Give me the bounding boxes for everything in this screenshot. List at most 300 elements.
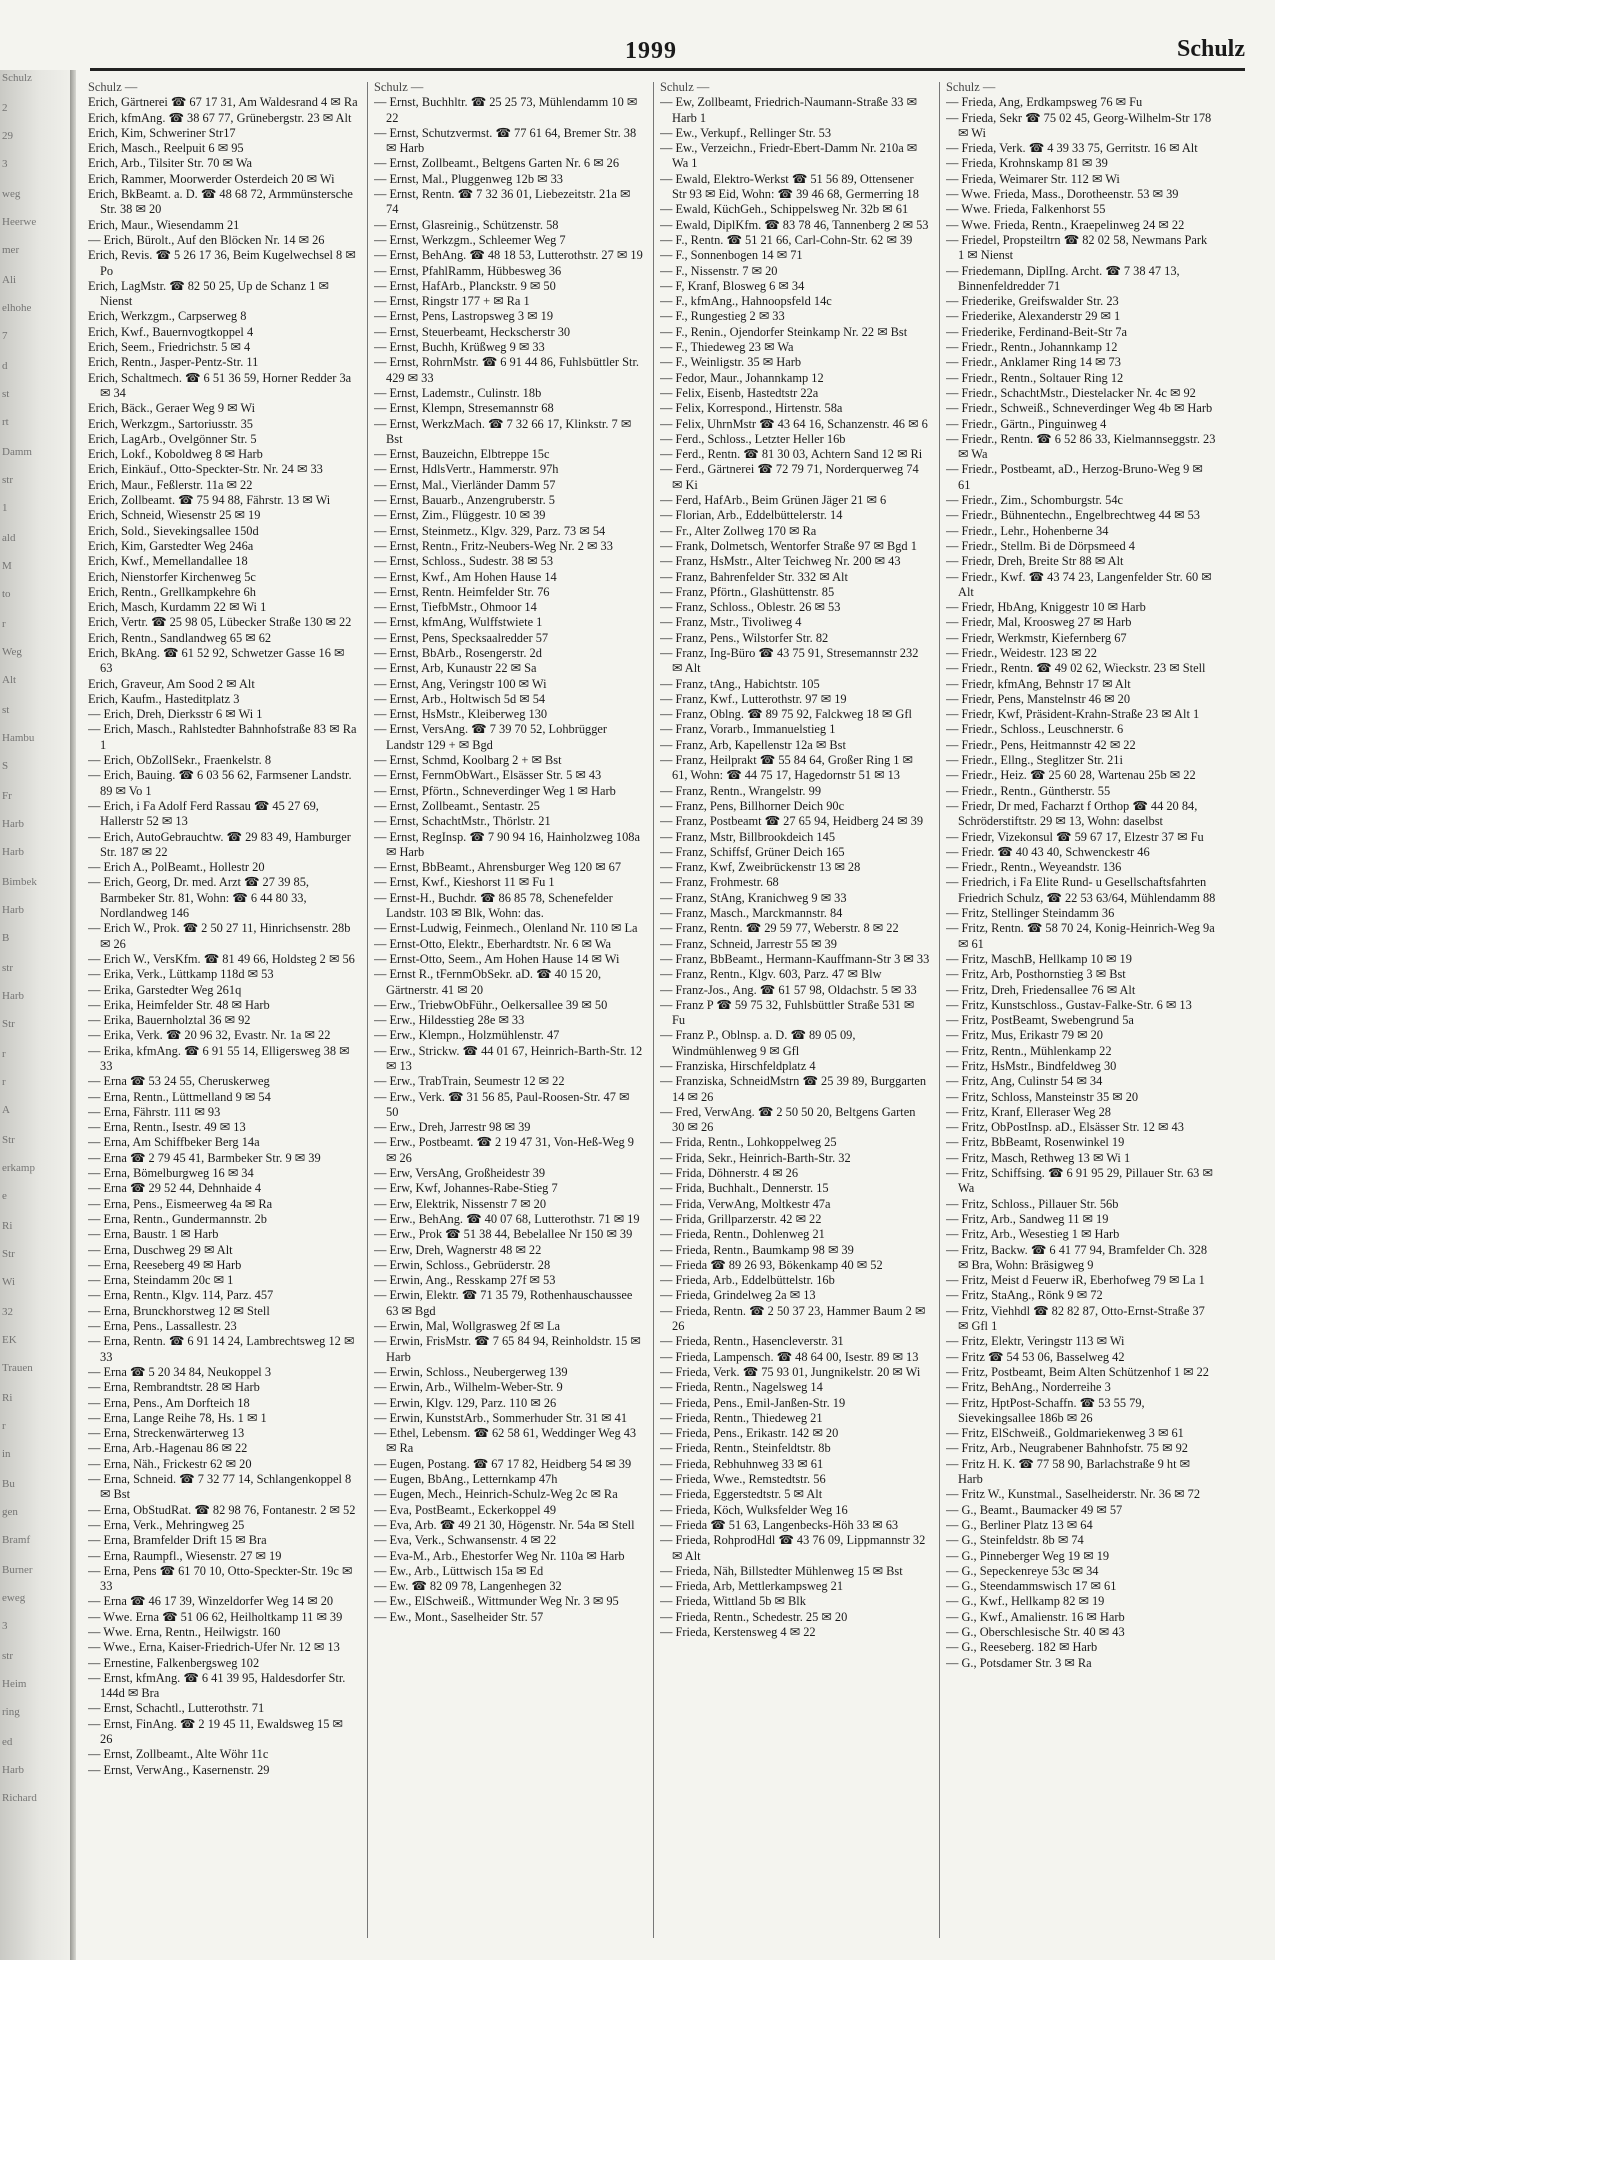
directory-entry: — Ferd., Gärtnerei ☎ 72 79 71, Norderquerweg 74 ✉ Ki xyxy=(660,462,919,492)
directory-entry: Erich, Bäck., Geraer Weg 9 ✉ Wi xyxy=(88,401,256,416)
previous-page-fragment: Bramf xyxy=(2,1534,31,1546)
directory-entry: — Fritz, Viehhdl ☎ 82 82 87, Otto-Ernst-Straße 37 ✉ Gfl 1 xyxy=(946,1303,1205,1334)
directory-entry: — Fritz W., Kunstmal., Saselheiderstr. Nr. 36 ✉ 72 xyxy=(946,1487,1201,1502)
directory-entry: — Erna, Rentn. ☎ 6 91 14 24, Lambrechtsweg 12 ✉ 33 xyxy=(88,1334,355,1364)
directory-entry: — Frida, Sekr., Heinrich-Barth-Str. 32 xyxy=(660,1150,851,1165)
directory-entry: — Franz, Pförtn., Glashüttenstr. 85 xyxy=(660,584,835,599)
directory-entry: — Friedr., Rentn. ☎ 49 02 62, Wieckstr. 23 ✉ Stell xyxy=(946,661,1206,676)
directory-entry: — Fritz ☎ 54 53 06, Basselweg 42 xyxy=(946,1349,1125,1364)
directory-entry: Erich, Einkäuf., Otto-Speckter-Str. Nr. 24 ✉ 33 xyxy=(88,462,323,477)
directory-entry: — F., Thiedeweg 23 ✉ Wa xyxy=(660,340,794,355)
directory-entry: — Frieda, Rebhuhnweg 33 ✉ 61 xyxy=(660,1456,824,1471)
directory-entry: — Friedr., Ellng., Steglitzer Str. 21i xyxy=(946,753,1123,768)
previous-page-fragment: Hambu xyxy=(2,732,35,744)
directory-entry: — Ew., Verkupf., Rellinger Str. 53 xyxy=(660,125,832,140)
directory-entry: — Franz, StAng, Kranichweg 9 ✉ 33 xyxy=(660,890,847,905)
directory-entry: — Franz, Schneid, Jarrestr 55 ✉ 39 xyxy=(660,936,837,951)
directory-entry: — Ernst, Buchh, Krüßweg 9 ✉ 33 xyxy=(374,340,545,355)
directory-entry: — Friedr., Kwf. ☎ 43 74 23, Langenfelder Str. 60 ✉ Alt xyxy=(946,569,1212,599)
directory-entry: — Frieda, Wittland 5b ✉ Blk xyxy=(660,1594,806,1609)
column-divider xyxy=(939,82,940,1938)
directory-entry: — Erna ☎ 2 79 45 41, Barmbeker Str. 9 ✉ 39 xyxy=(88,1150,321,1165)
directory-entry: — Ernst, Mal., Pluggenweg 12b ✉ 33 xyxy=(374,171,563,186)
previous-page-fragment: r xyxy=(2,1420,6,1432)
directory-entry: — Erich, i Fa Adolf Ferd Rassau ☎ 45 27 69, Hallerstr 52 ✉ 13 xyxy=(88,798,319,829)
directory-entry: — G., Oberschlesische Str. 40 ✉ 43 xyxy=(946,1624,1125,1639)
directory-entry: — Franz, Heilprakt ☎ 55 84 64, Großer Ring 1 ✉ 61, Wohn: ☎ 44 75 17, Hagedornstr 51 ✉ 13 xyxy=(660,753,913,783)
directory-entry: — Franziska, SchneidMstrn ☎ 25 39 89, Burggarten 14 ✉ 26 xyxy=(660,1074,927,1104)
directory-entry: — Fritz, Backw. ☎ 6 41 77 94, Bramfelder Ch. 328 ✉ Bra, Wohn: Bräsigweg 9 xyxy=(946,1242,1208,1272)
directory-entry: — Fritz, Masch, Rethweg 13 ✉ Wi 1 xyxy=(946,1150,1131,1165)
directory-entry: Erich, Kim, Garstedter Weg 246a xyxy=(88,538,254,553)
directory-entry: — Erika, kfmAng. ☎ 6 91 55 14, Elligersweg 38 ✉ 33 xyxy=(88,1043,350,1073)
directory-entry: — Friedr, Dreh, Breite Str 88 ✉ Alt xyxy=(946,554,1124,569)
directory-entry: — Fritz, PostBeamt, Swebengrund 5a xyxy=(946,1013,1134,1028)
directory-entry: — Erna, Steindamm 20c ✉ 1 xyxy=(88,1273,234,1288)
directory-entry: — Ernst, Rentn., Fritz-Neubers-Weg Nr. 2 ✉ 33 xyxy=(374,538,613,553)
directory-entry: — Erika, Heimfelder Str. 48 ✉ Harb xyxy=(88,997,270,1012)
directory-entry: — Franz, Ing-Büro ☎ 43 75 91, Stresemannstr 232 ✉ Alt xyxy=(660,645,919,676)
previous-page-fragment: Alt xyxy=(2,674,17,686)
directory-entry: — Ew., Arb., Lüttwisch 15a ✉ Ed xyxy=(374,1563,544,1578)
column-heading: Schulz — xyxy=(946,80,996,94)
directory-entry: — Ernst, Schloss., Sudestr. 38 ✉ 53 xyxy=(374,554,554,569)
directory-entry: — Erna, Raumpfl., Wiesenstr. 27 ✉ 19 xyxy=(88,1548,282,1563)
directory-entry: — Frieda, Weimarer Str. 112 ✉ Wi xyxy=(946,171,1120,186)
directory-entry: — Ernst, Steinmetz., Klgv. 329, Parz. 73 ✉ 54 xyxy=(374,523,606,538)
previous-page-fragment: r xyxy=(2,618,6,630)
directory-entry: Erich, Kwf., Bauernvogtkoppel 4 xyxy=(88,324,254,339)
directory-column-1 xyxy=(88,80,358,1940)
directory-entry: — Wwe., Erna, Kaiser-Friedrich-Ufer Nr. 12 ✉ 13 xyxy=(88,1640,340,1655)
directory-entry: — Frida, Buchhalt., Dennerstr. 15 xyxy=(660,1181,829,1196)
directory-entry: — Fritz, Dreh, Friedensallee 76 ✉ Alt xyxy=(946,982,1136,997)
directory-entry: — Franz, HsMstr., Alter Teichweg Nr. 200 ✉ 43 xyxy=(660,554,901,569)
directory-entry: Erich, Kaufm., Hasteditplatz 3 xyxy=(88,691,240,706)
previous-page-fragment: eweg xyxy=(2,1592,26,1604)
directory-entry: — Ernst, Klempn, Stresemannstr 68 xyxy=(374,401,554,416)
directory-entry: — Ernst, SchachtMstr., Thörlstr. 21 xyxy=(374,814,551,829)
directory-entry: Erich, Vertr. ☎ 25 98 05, Lübecker Straße 130 ✉ 22 xyxy=(88,615,352,630)
directory-entry: Erich, LagMstr. ☎ 82 50 25, Up de Schanz 1 ✉ Nienst xyxy=(88,278,329,309)
directory-entry: — Erna, Bömelburgweg 16 ✉ 34 xyxy=(88,1166,254,1181)
directory-entry: — Eva-M., Arb., Ehestorfer Weg Nr. 110a ✉ Harb xyxy=(374,1548,625,1563)
directory-entry: — Ernst, Schutzvermst. ☎ 77 61 64, Bremer Str. 38 ✉ Harb xyxy=(374,125,637,156)
previous-page-fragment: Ali xyxy=(2,274,17,286)
directory-entry: — Ernst R., tFernmObSekr. aD. ☎ 40 15 20, Gärtnerstr. 41 ✉ 20 xyxy=(374,967,602,997)
column-divider xyxy=(653,82,654,1938)
previous-page-fragment: Str xyxy=(2,1134,15,1146)
directory-entry: — Ernst, Pens, Specksaalredder 57 xyxy=(374,630,549,645)
directory-entry: — Ernst, Arb, Kunaustr 22 ✉ Sa xyxy=(374,661,537,676)
directory-entry: — Fritz, Schloss., Pillauer Str. 56b xyxy=(946,1196,1119,1211)
directory-entry: — Felix, Eisenb, Hastedtstr 22a xyxy=(660,385,819,400)
directory-entry: — Erna, Streckenwärterweg 13 xyxy=(88,1426,245,1441)
directory-entry: — Erwin, Ang., Resskamp 27f ✉ 53 xyxy=(374,1273,556,1288)
directory-entry: — Friedr, Dr med, Facharzt f Orthop ☎ 44 20 84, Schröderstiftstr. 29 ✉ 13, Wohn: daselbst xyxy=(946,798,1198,829)
directory-entry: — Erna, Brunckhorstweg 12 ✉ Stell xyxy=(88,1303,270,1318)
directory-entry: — Friedr, Mal, Kroosweg 27 ✉ Harb xyxy=(946,615,1132,630)
directory-entry: — Erna, Bramfelder Drift 15 ✉ Bra xyxy=(88,1533,267,1548)
directory-entry: Erich, LagArb., Ovelgönner Str. 5 xyxy=(88,431,257,446)
directory-entry: — Erich, Masch., Rahlstedter Bahnhofstraße 83 ✉ Ra 1 xyxy=(88,722,357,752)
directory-entry: — F., Rungestieg 2 ✉ 33 xyxy=(660,309,785,324)
directory-entry: — Erw., Dreh, Jarrestr 98 ✉ 39 xyxy=(374,1120,531,1135)
directory-entry: Erich, Schaltmech. ☎ 6 51 36 59, Horner Redder 3a ✉ 34 xyxy=(88,370,352,400)
previous-page-fragment: weg xyxy=(2,188,21,200)
directory-entry: — Franz, Mstr., Tivoliweg 4 xyxy=(660,615,802,630)
directory-entry: — Erw., BehAng. ☎ 40 07 68, Lutterothstr. 71 ✉ 19 xyxy=(374,1211,640,1226)
directory-entry: — Frieda, RohprodHdl ☎ 43 76 09, Lippmannstr 32 ✉ Alt xyxy=(660,1533,926,1563)
directory-entry: — Friedr., Heiz. ☎ 25 60 28, Wartenau 25b ✉ 22 xyxy=(946,768,1196,783)
directory-entry: — Franz, Bahrenfelder Str. 332 ✉ Alt xyxy=(660,569,848,584)
previous-page-fragment: Weg xyxy=(2,646,22,658)
directory-entry: — Friedr., Pens, Heitmannstr 42 ✉ 22 xyxy=(946,737,1136,752)
directory-entry: — G., Sepeckenreye 53c ✉ 34 xyxy=(946,1563,1099,1578)
previous-page-fragment: Harb xyxy=(2,904,24,916)
directory-entry: — Erich A., PolBeamt., Hollestr 20 xyxy=(88,860,265,875)
directory-entry: Erich, Kim, Schweriner Str17 xyxy=(88,125,236,140)
directory-entry: — Erna, Pens., Am Dorfteich 18 xyxy=(88,1395,250,1410)
directory-entry: — Ernst, Mal., Vierländer Damm 57 xyxy=(374,477,556,492)
previous-page-fragment: S xyxy=(2,760,9,772)
directory-entry: — Frieda, Rentn., Thiedeweg 21 xyxy=(660,1410,823,1425)
directory-entry: — Ernst, Kwf., Am Hohen Hause 14 xyxy=(374,569,557,584)
directory-entry: — Fritz, Postbeamt, Beim Alten Schützenhof 1 ✉ 22 xyxy=(946,1364,1209,1379)
directory-entry: — Erwin, Mal, Wollgrasweg 2f ✉ La xyxy=(374,1319,561,1334)
directory-entry: — Ernst, Rentn. Heimfelder Str. 76 xyxy=(374,584,550,599)
directory-entry: Erich, BkAng. ☎ 61 52 92, Schwetzer Gasse 16 ✉ 63 xyxy=(88,645,345,676)
directory-entry: — Fritz, Meist d Feuerw iR, Eberhofweg 79 ✉ La 1 xyxy=(946,1273,1205,1288)
directory-entry: — Erna ☎ 5 20 34 84, Neukoppel 3 xyxy=(88,1364,272,1379)
directory-entry: — Ernst, BbArb., Rosengerstr. 2d xyxy=(374,645,542,660)
directory-entry: — Ernst, BbBeamt., Ahrensburger Weg 120 ✉ 67 xyxy=(374,860,622,875)
directory-entry: — Erich, Dreh, Dierksstr 6 ✉ Wi 1 xyxy=(88,707,263,722)
directory-entry: — Friedr., Bühnentechn., Engelbrechtweg 44 ✉ 53 xyxy=(946,508,1201,523)
directory-entry: — Erna, Rentn., Gundermannstr. 2b xyxy=(88,1211,267,1226)
directory-entry: — Frieda, Pens., Emil-Janßen-Str. 19 xyxy=(660,1395,846,1410)
directory-entry: — Felix, UhrnMstr ☎ 43 64 16, Schanzenstr. 46 ✉ 6 xyxy=(660,416,928,431)
previous-page-fragment: rt xyxy=(2,416,9,428)
directory-entry: — Wwe. Frieda, Mass., Dorotheenstr. 53 ✉ 39 xyxy=(946,187,1179,202)
page-header xyxy=(90,30,1255,68)
previous-page-fragment: Harb xyxy=(2,846,24,858)
directory-entry: — Ernst, FernmObWart., Elsässer Str. 5 ✉ 43 xyxy=(374,768,602,783)
directory-entry: — Fritz, Rentn. ☎ 58 70 24, Konig-Heinrich-Weg 9a ✉ 61 xyxy=(946,921,1215,951)
directory-entry: — Fritz, Schloss, Mansteinstr 35 ✉ 20 xyxy=(946,1089,1139,1104)
previous-page-fragment: Str xyxy=(2,1248,15,1260)
directory-entry: — Friedel, Propsteiltrn ☎ 82 02 58, Newmans Park 1 ✉ Nienst xyxy=(946,232,1208,263)
directory-entry: Erich, Graveur, Am Sood 2 ✉ Alt xyxy=(88,676,255,691)
directory-entry: — Ernst, Schachtl., Lutterothstr. 71 xyxy=(88,1701,265,1716)
directory-entry: — Frieda, Rentn., Nagelsweg 14 xyxy=(660,1380,823,1395)
previous-page-fragment: Damm xyxy=(2,446,32,458)
directory-entry: — Frida, Grillparzerstr. 42 ✉ 22 xyxy=(660,1211,822,1226)
directory-entry: Erich, Rentn., Sandlandweg 65 ✉ 62 xyxy=(88,630,272,645)
previous-page-fragment: ald xyxy=(2,532,16,544)
directory-entry: — Wwe. Frieda, Falkenhorst 55 xyxy=(946,202,1106,217)
directory-entry: — Erw., Klempn., Holzmühlenstr. 47 xyxy=(374,1028,560,1043)
directory-entry: — G., Reeseberg. 182 ✉ Harb xyxy=(946,1640,1098,1655)
directory-entry: — Ferd., Schloss., Letzter Heller 16b xyxy=(660,431,846,446)
directory-entry: — Franz, Arb, Kapellenstr 12a ✉ Bst xyxy=(660,737,846,752)
directory-entry: — Erika, Bauernholztal 36 ✉ 92 xyxy=(88,1013,251,1028)
directory-entry: — Ernst, Pens, Lastropsweg 3 ✉ 19 xyxy=(374,309,554,324)
previous-page-fragment: mer xyxy=(2,244,20,256)
directory-entry: — Franz, Kwf., Lutterothstr. 97 ✉ 19 xyxy=(660,691,847,706)
directory-entry: — Ernst-Otto, Elektr., Eberhardtstr. Nr. 6 ✉ Wa xyxy=(374,936,611,951)
previous-page-fragment: EK xyxy=(2,1334,17,1346)
directory-entry: — Ernst, Buchhltr. ☎ 25 25 73, Mühlendamm 10 ✉ 22 xyxy=(374,95,638,125)
directory-entry: — Fritz, Arb, Posthornstieg 3 ✉ Bst xyxy=(946,967,1126,982)
directory-entry: Erich, Seem., Friedrichstr. 5 ✉ 4 xyxy=(88,340,251,355)
column-heading: Schulz — xyxy=(660,80,710,94)
directory-entry: — Ewald, KüchGeh., Schippelsweg Nr. 32b ✉ 61 xyxy=(660,202,909,217)
directory-entry: Erich, Rentn., Jasper-Pentz-Str. 11 xyxy=(88,355,259,370)
page-gutter xyxy=(70,70,76,1960)
directory-entry: — Frieda ☎ 89 26 93, Bökenkamp 40 ✉ 52 xyxy=(660,1257,883,1272)
directory-entry: — Frieda, Lampensch. ☎ 48 64 00, Isestr. 89 ✉ 13 xyxy=(660,1349,919,1364)
previous-page-fragment: Bu xyxy=(2,1478,15,1490)
previous-page-fragment: e xyxy=(2,1190,7,1202)
directory-entry: — Frieda, Kerstensweg 4 ✉ 22 xyxy=(660,1624,816,1639)
directory-entry: — Ew., Mont., Saselheider Str. 57 xyxy=(374,1609,544,1624)
directory-entry: — Erna, Rembrandtstr. 28 ✉ Harb xyxy=(88,1380,260,1395)
directory-entry: — Friedr, HbAng, Kniggestr 10 ✉ Harb xyxy=(946,600,1146,615)
header-rule xyxy=(90,68,1245,71)
directory-entry: — Friedrich, i Fa Elite Rund- u Gesellschaftsfahrten Friedrich Schulz, ☎ 22 53 63/64, Mühlendamm 88 xyxy=(946,875,1216,905)
directory-entry: — Frieda, Rentn. ☎ 2 50 37 23, Hammer Baum 2 ✉ 26 xyxy=(660,1303,926,1334)
directory-entry: — Frieda, Pens., Erikastr. 142 ✉ 20 xyxy=(660,1426,839,1441)
directory-entry: — G., Steinfeldstr. 8b ✉ 74 xyxy=(946,1533,1084,1548)
directory-entry: — Erna, Rentn., Lüttmelland 9 ✉ 54 xyxy=(88,1089,271,1104)
directory-entry: — G., Potsdamer Str. 3 ✉ Ra xyxy=(946,1655,1092,1670)
directory-entry: — Friedr., SchachtMstr., Diestelacker Nr. 4c ✉ 92 xyxy=(946,385,1196,400)
directory-entry: — Eugen, Mech., Heinrich-Schulz-Weg 2c ✉ Ra xyxy=(374,1487,618,1502)
directory-entry: — Ernst, WerkzMach. ☎ 7 32 66 17, Klinkstr. 7 ✉ Bst xyxy=(374,416,632,446)
directory-entry: — Friedr, Kwf, Präsident-Krahn-Straße 23 ✉ Alt 1 xyxy=(946,707,1200,722)
previous-page-fragment: Trauen xyxy=(2,1362,33,1374)
column-heading: Schulz — xyxy=(374,80,424,94)
directory-entry: — Ernst, BehAng. ☎ 48 18 53, Lutterothstr. 27 ✉ 19 xyxy=(374,248,643,263)
directory-entry: — F., Weinligstr. 35 ✉ Harb xyxy=(660,355,802,370)
directory-entry: — Erna, Rentn., Klgv. 114, Parz. 457 xyxy=(88,1288,274,1303)
directory-entry: — Ernst, VerwAng., Kasernenstr. 29 xyxy=(88,1762,270,1777)
previous-page-fragment: Burner xyxy=(2,1564,33,1576)
directory-entry: — Friedr. ☎ 40 43 40, Schwenckestr 46 xyxy=(946,844,1150,859)
directory-entry: — G., Pinneberger Weg 19 ✉ 19 xyxy=(946,1548,1110,1563)
directory-entry: — Ernst, RohrnMstr. ☎ 6 91 44 86, Fuhlsbüttler Str. 429 ✉ 33 xyxy=(374,355,639,385)
previous-page-fragment: st xyxy=(2,704,10,716)
directory-entry: — Fritz, Ang, Culinstr 54 ✉ 34 xyxy=(946,1074,1103,1089)
directory-entry: — F, Kranf, Blosweg 6 ✉ 34 xyxy=(660,278,805,293)
directory-entry: — G., Kwf., Amalienstr. 16 ✉ Harb xyxy=(946,1609,1125,1624)
directory-entry: — Franz, Rentn. ☎ 29 59 77, Weberstr. 8 ✉ 22 xyxy=(660,921,899,936)
directory-entry: — Fritz, BbBeamt, Rosenwinkel 19 xyxy=(946,1135,1125,1150)
directory-column-3 xyxy=(660,80,930,1940)
directory-entry: — Frieda, Rentn., Steinfeldtstr. 8b xyxy=(660,1441,831,1456)
directory-entry: — Friedr., Weidestr. 123 ✉ 22 xyxy=(946,645,1097,660)
directory-entry: — Felix, Korrespond., Hirtenstr. 58a xyxy=(660,401,843,416)
directory-entry: — Erna, Verk., Mehringweg 25 xyxy=(88,1517,245,1532)
previous-page-fragment: r xyxy=(2,1076,6,1088)
directory-entry: Erich, Maur., Wiesendamm 21 xyxy=(88,217,240,232)
directory-entry: — Ernst, Lademstr., Culinstr. 18b xyxy=(374,385,542,400)
directory-entry: Erich, Rammer, Moorwerder Osterdeich 20 ✉ Wi xyxy=(88,171,335,186)
directory-entry: — Erwin, Klgv. 129, Parz. 110 ✉ 26 xyxy=(374,1395,557,1410)
directory-entry: Erich, Werkzgm., Sartoriusstr. 35 xyxy=(88,416,253,431)
previous-page-fragment: to xyxy=(2,588,11,600)
directory-entry: — Erw., Verk. ☎ 31 56 85, Paul-Roosen-Str. 47 ✉ 50 xyxy=(374,1089,630,1119)
directory-entry: — Frank, Dolmetsch, Wentorfer Straße 97 ✉ Bgd 1 xyxy=(660,538,917,553)
directory-entry: — Erna, Lange Reihe 78, Hs. 1 ✉ 1 xyxy=(88,1410,267,1425)
directory-entry: — Franz, Vorarb., Immanuelstieg 1 xyxy=(660,722,836,737)
directory-entry: Erich, Nienstorfer Kirchenweg 5c xyxy=(88,569,256,584)
directory-entry: Erich, Schneid, Wiesenstr 25 ✉ 19 xyxy=(88,508,261,523)
directory-entry: — Franz, Kwf, Zweibrückenstr 13 ✉ 28 xyxy=(660,860,861,875)
directory-entry: — Franz, Masch., Marckmannstr. 84 xyxy=(660,906,843,921)
directory-entry: — Ernst, Zollbeamt., Sentastr. 25 xyxy=(374,798,540,813)
directory-entry: — Ernst, kfmAng, Wulffstwiete 1 xyxy=(374,615,543,630)
directory-entry: — Friedr, kfmAng, Behnstr 17 ✉ Alt xyxy=(946,676,1131,691)
directory-entry: — Fritz, BehAng., Norderreihe 3 xyxy=(946,1380,1111,1395)
directory-entry: — Friedr., Zim., Schomburgstr. 54c xyxy=(946,493,1124,508)
directory-entry: — G., Berliner Platz 13 ✉ 64 xyxy=(946,1517,1093,1532)
directory-entry: — Fritz, Arb., Wesestieg 1 ✉ Harb xyxy=(946,1227,1120,1242)
directory-entry: — Frieda, Wwe., Remstedtstr. 56 xyxy=(660,1472,826,1487)
directory-entry: — Ewald, Elektro-Werkst ☎ 51 56 89, Ottensener Str 93 ✉ Eid, Wohn: ☎ 39 46 68, Germerring 18 xyxy=(660,171,919,202)
directory-entry: — Franz-Jos., Ang. ☎ 61 57 98, Oldachstr. 5 ✉ 33 xyxy=(660,982,917,997)
directory-entry: — Frida, Rentn., Lohkoppelweg 25 xyxy=(660,1135,837,1150)
directory-entry: — Erna, Fährstr. 111 ✉ 93 xyxy=(88,1104,221,1119)
directory-entry: — Ernestine, Falkenbergsweg 102 xyxy=(88,1655,260,1670)
directory-entry: — Friedr., Postbeamt, aD., Herzog-Bruno-Weg 9 ✉ 61 xyxy=(946,462,1203,492)
directory-entry: — Fr., Alter Zollweg 170 ✉ Ra xyxy=(660,523,817,538)
directory-entry: — Wwe. Erna ☎ 51 06 62, Heilholtkamp 11 ✉ 39 xyxy=(88,1609,343,1624)
directory-entry: — Friedemann, DiplIng. Archt. ☎ 7 38 47 13, Binnenfeldredder 71 xyxy=(946,263,1180,293)
directory-entry: — Friedr., Schweiß., Schneverdinger Weg 4b ✉ Harb xyxy=(946,401,1213,416)
directory-entry: Erich, Sold., Sievekingsallee 150d xyxy=(88,523,259,538)
directory-entry: — Friederike, Ferdinand-Beit-Str 7a xyxy=(946,324,1127,339)
directory-entry: — Erna, Baustr. 1 ✉ Harb xyxy=(88,1227,219,1242)
directory-entry: — Ernst, TiefbMstr., Ohmoor 14 xyxy=(374,600,537,615)
directory-entry: — Frieda, Arb, Mettlerkampsweg 21 xyxy=(660,1579,844,1594)
previous-page-fragment: in xyxy=(2,1448,11,1460)
previous-page-fragment: Richard xyxy=(2,1792,37,1804)
directory-entry: — Ernst, HafArb., Planckstr. 9 ✉ 50 xyxy=(374,278,556,293)
previous-page-fragment: 32 xyxy=(2,1306,13,1318)
directory-entry: — G., Steendammswisch 17 ✉ 61 xyxy=(946,1579,1117,1594)
directory-entry: — Frieda, Rentn., Hasencleverstr. 31 xyxy=(660,1334,844,1349)
directory-entry: — Frida, Döhnerstr. 4 ✉ 26 xyxy=(660,1166,799,1181)
directory-entry: — F., Renin., Ojendorfer Steinkamp Nr. 22 ✉ Bst xyxy=(660,324,908,339)
previous-page-fragment: str xyxy=(2,1650,13,1662)
directory-entry: — Erich, AutoGebrauchtw. ☎ 29 83 49, Hamburger Str. 187 ✉ 22 xyxy=(88,829,351,859)
directory-entry: — Fritz, ObPostInsp. aD., Elsässer Str. 12 ✉ 43 xyxy=(946,1120,1184,1135)
directory-columns xyxy=(88,80,1248,1940)
previous-page-fragment: Heim xyxy=(2,1678,27,1690)
directory-entry: — Ernst, HsMstr., Kleiberweg 130 xyxy=(374,707,548,722)
directory-entry: — Friedr., Lehr., Hohenberne 34 xyxy=(946,523,1109,538)
directory-entry: — Erna, Näh., Frickestr 62 ✉ 20 xyxy=(88,1456,252,1471)
directory-entry: — Erna ☎ 46 17 39, Winzeldorfer Weg 14 ✉ 20 xyxy=(88,1594,334,1609)
directory-entry: — Frieda, Rentn., Baumkamp 98 ✉ 39 xyxy=(660,1242,854,1257)
previous-page-fragment: d xyxy=(2,360,8,372)
previous-page-fragment: Harb xyxy=(2,1764,24,1776)
directory-entry: — Ernst, Glasreinig., Schützenstr. 58 xyxy=(374,217,559,232)
directory-entry: — Erwin, Schloss., Gebrüderstr. 28 xyxy=(374,1257,551,1272)
directory-entry: — Eva, PostBeamt., Eckerkoppel 49 xyxy=(374,1502,557,1517)
directory-entry: — Florian, Arb., Eddelbüttelerstr. 14 xyxy=(660,508,843,523)
directory-entry: — Ernst, kfmAng. ☎ 6 41 39 95, Haldesdorfer Str. 144d ✉ Bra xyxy=(88,1670,346,1701)
directory-entry: — Fritz, Mus, Erikastr 79 ✉ 20 xyxy=(946,1028,1103,1043)
previous-page-fragment: M xyxy=(2,560,12,572)
directory-entry: — Franz, BbBeamt., Hermann-Kauffmann-Str 3 ✉ 33 xyxy=(660,951,930,966)
directory-entry: — Frieda, Ang, Erdkampsweg 76 ✉ Fu xyxy=(946,95,1143,110)
directory-entry: — F., Rentn. ☎ 51 21 66, Carl-Cohn-Str. 62 ✉ 39 xyxy=(660,232,913,247)
directory-entry: — Friedr., Gärtn., Pinguinweg 4 xyxy=(946,416,1107,431)
directory-entry: Erich, Rentn., Grellkampkehre 6h xyxy=(88,584,256,599)
directory-entry: — Ernst, Rentn. ☎ 7 32 36 01, Liebezeitstr. 21a ✉ 74 xyxy=(374,187,631,217)
directory-entry: — Erw., TriebwObFühr., Oelkersallee 39 ✉ 50 xyxy=(374,997,608,1012)
directory-entry: — Fritz, HptPost-Schaffn. ☎ 53 55 79, Sievekingsallee 186b ✉ 26 xyxy=(946,1395,1145,1425)
directory-entry: — Erna, Schneid. ☎ 7 32 77 14, Schlangenkoppel 8 ✉ Bst xyxy=(88,1472,352,1502)
previous-page-fragment: gen xyxy=(2,1506,18,1518)
directory-entry: — Wwe. Erna, Rentn., Heilwigstr. 160 xyxy=(88,1624,281,1639)
previous-page-fragment: Ri xyxy=(2,1220,13,1232)
previous-page-edge xyxy=(0,70,72,1960)
directory-entry: — Erw., Hildesstieg 28e ✉ 33 xyxy=(374,1013,525,1028)
directory-entry: — Eva, Verk., Schwansenstr. 4 ✉ 22 xyxy=(374,1533,557,1548)
directory-entry: Erich, Masch., Reelpuit 6 ✉ 95 xyxy=(88,141,244,156)
directory-entry: — Ernst-H., Buchdr. ☎ 86 85 78, Schenefelder Landstr. 103 ✉ Blk, Wohn: das. xyxy=(374,890,613,921)
directory-entry: — Frida, VerwAng, Moltkestr 47a xyxy=(660,1196,831,1211)
directory-entry: — Franz P., Oblnsp. a. D. ☎ 89 05 09, Windmühlenweg 9 ✉ Gfl xyxy=(660,1028,856,1058)
directory-entry: — Erich W., Prok. ☎ 2 50 27 11, Hinrichsenstr. 28b ✉ 26 xyxy=(88,921,351,951)
directory-entry: — Frieda, Verk. ☎ 4 39 33 75, Gerritstr. 16 ✉ Alt xyxy=(946,141,1198,156)
directory-entry: Erich, BkBeamt. a. D. ☎ 48 68 72, Armmünstersche Str. 38 ✉ 20 xyxy=(88,187,353,217)
previous-page-fragment: Schulz xyxy=(2,72,32,84)
directory-entry: — Erwin, Arb., Wilhelm-Weber-Str. 9 xyxy=(374,1380,563,1395)
page-number: 1999 xyxy=(625,38,677,64)
previous-page-fragment: 3 xyxy=(2,1620,8,1632)
directory-entry: — Frieda, Rentn., Schedestr. 25 ✉ 20 xyxy=(660,1609,848,1624)
directory-entry: — Friedr., Rentn. ☎ 6 52 86 33, Kielmannseggstr. 23 ✉ Wa xyxy=(946,431,1216,462)
directory-entry: — Fritz, Schiffsing. ☎ 6 91 95 29, Pillauer Str. 63 ✉ Wa xyxy=(946,1166,1213,1196)
directory-entry: — Erich, Georg, Dr. med. Arzt ☎ 27 39 85, Barmbeker Str. 81, Wohn: ☎ 6 44 80 33, Nordlandweg 146 xyxy=(88,875,309,921)
directory-entry: — Frieda, Krohnskamp 81 ✉ 39 xyxy=(946,156,1108,171)
directory-entry: — Frieda, Näh, Billstedter Mühlenweg 15 ✉ Bst xyxy=(660,1563,903,1578)
directory-entry: — Friedr., Rentn., Güntherstr. 55 xyxy=(946,783,1111,798)
directory-entry: Erich, Arb., Tilsiter Str. 70 ✉ Wa xyxy=(88,156,253,171)
directory-entry: — Ernst, Ang, Veringstr 100 ✉ Wi xyxy=(374,676,547,691)
directory-entry: — Fred, VerwAng. ☎ 2 50 50 20, Beltgens Garten 30 ✉ 26 xyxy=(660,1104,916,1135)
previous-page-fragment: Harb xyxy=(2,818,24,830)
previous-page-fragment: ring xyxy=(2,1706,20,1718)
directory-entry: — Ernst, Schmd, Koolbarg 2 + ✉ Bst xyxy=(374,753,562,768)
directory-entry: — Fritz H. K. ☎ 77 58 90, Barlachstraße 9 ht ✉ Harb xyxy=(946,1456,1190,1487)
previous-page-fragment: r xyxy=(2,1048,6,1060)
directory-entry: — Erw, Elektrik, Nissenstr 7 ✉ 20 xyxy=(374,1196,547,1211)
previous-page-fragment: Harb xyxy=(2,990,24,1002)
directory-entry: — Ewald, DiplKfm. ☎ 83 78 46, Tannenberg 2 ✉ 53 xyxy=(660,217,929,232)
directory-entry: — F., kfmAng., Hahnoopsfeld 14c xyxy=(660,294,832,309)
directory-column-2 xyxy=(374,80,644,1940)
directory-entry: — Fritz, Elektr, Veringstr 113 ✉ Wi xyxy=(946,1334,1125,1349)
directory-entry: — F., Sonnenbogen 14 ✉ 71 xyxy=(660,248,803,263)
previous-page-fragment: Bimbek xyxy=(2,876,37,888)
directory-entry: — Erna, Reeseberg 49 ✉ Harb xyxy=(88,1257,242,1272)
